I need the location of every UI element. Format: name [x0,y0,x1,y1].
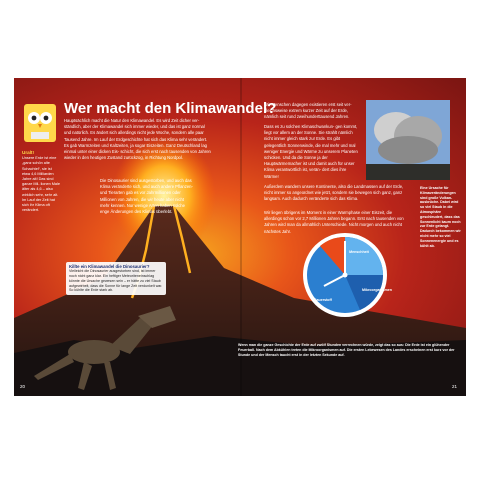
page-number-left: 20 [20,384,26,389]
earth-clock-caption: Wenn man die ganze Geschichte der Erde auf zwölf Stunden verrechnen würde, zeigt das so aus: Die Erde ist ein glühender Feuerball. Nach dem Abkühlen treten die Mikroorganismen auf. Die ersten Lebewesen des Landes erscheinen erst kurz vor der Stunde und der Mensch taucht erst in der letzten Sekunde auf. [238,343,455,357]
column-2-paragraph-1: Wir Menschen dagegen existieren erst seit ver- gleichsweise extrem kurzer Zeit auf der Erde, nämlich seit rund zweihunderttausend Jahren. [264,102,352,120]
dinosaur-paragraph: Die Dinosaurier sind ausgestorben, und auch das Klima veränderte sich, und auch andere Pflanzen- und Tierarten gab es vor Jahrmillionen oder Millionen von Jahren, die wir heute aber nicht mehr kennen. Nur wenige Arten haben solche enge Änderungen des Klimas überlebt. [100,178,193,215]
owl-fact-note [22,150,60,213]
page-number-right: 21 [452,384,458,389]
clock-label-oxygen: Sauerstoff [314,298,332,302]
column-2-paragraph-3: Außerdem wandern unsere Kontinente, also die Landmassen auf der Erde, nicht immer so angeordnet wie jetzt, sondern sie bewegen sich ganz, ganz langsam. Auch dadurch veränderte sich das Klima. [264,184,404,202]
clock-label-microorganisms: Mikroorganismen [362,288,392,292]
column-2-paragraph-2: Dass es zu solchen Klimaschwankun- gen kommt, liegt vor allem an der Sonne. Sie strahlt nämlich nicht immer gleich stark zur Erde. Es gibt gelegentlich Sonnenwinde, die mal mehr und mal weniger Energie und Wärme zu unserem Planeten schicken. Und da die Sonne ja der Hauptwärmemacher ist und damit auch für unser Klima verantwortlich ist, verän- dert dies ihre Wärme! [264,124,358,179]
owl-mascot-icon [22,102,58,144]
column-2-paragraph-4: Wir liegen übrigens im Moment in einer Warmphase einer Eiszeit, die allerdings schon vor 2,7 Millionen Jahren begann. Erst nach tausenden von Jahren wird man da allmählich Unterschiede. Nicht morgen und auch nicht nächstes Jahr. [264,210,404,234]
volcano-ash-photo [366,100,450,180]
owl-fact-text: Unsere Erde ist eine „ganz schön alte Schachtel“, sie ist etwa 4,6 Milliarden Jahre alt! Das sind ganze Mil- lionen Male älter als 4,6 – also wirklich sehr, sehr alt. Im Lauf der Zeit hat sich ihr Klima oft verändert. [22,156,60,213]
dinosaur-infobox [66,262,166,295]
clock-label-humanity: Menschheit [349,250,369,254]
intro-paragraph: Hauptsächlich macht die Natur den Klimawandel. Es wird Zeit dicher ver- ständlich, aber der Klimawandel sich immer wieder, und das ist ganz normal und natürlich. Es ändert sich allerdings nicht jede Woche, sondern alle paar Tausend Jahre. Im Lauf der Erdgeschichte hat sich das Klima sehr verändert. Es gab Warmzeiten und Kaltzeiten, ja sogar Eiszeiten. Ganz Deutschland lag einmal unter einer dicken Eis- schicht, die sich erst nach tausenden von Jahren wieder in den heutigen Zustand zurückzog, in Richtung Nordpol. [64,118,211,161]
dinosaur-answer: Vielleicht die Dinosaurier ausgestorben sind, ist immer noch nicht ganz klar. Ein heftiger Meteoriteneinschlag könnte die Ursache gewesen sein – er hätte zu viel Staub aufgewirbelt, dass die Sonne für lange Zeit verdunkelt war. So kühlte die Erde stark ab. [69,269,163,293]
volcano-photo-caption: Eine Ursache für Klimaveränderungen sind große Vulkan- ausbrüche. Dabei wird so viel Staub in die Atmosphäre geschleudert, dass das Sonnenlicht kaum noch zur Erde gelangt. Dadurch bekommen wir nicht mehr so viel Sonnenenergie und es kühlt ab. [420,186,461,248]
earth-history-clock [300,230,390,320]
dinosaur-question: Killte ein Klimawandel die Dinosaurier? [69,264,150,269]
owl-fact-heading: Uralt! [22,150,34,155]
page-title: Wer macht den Klimawandel? [64,100,277,117]
